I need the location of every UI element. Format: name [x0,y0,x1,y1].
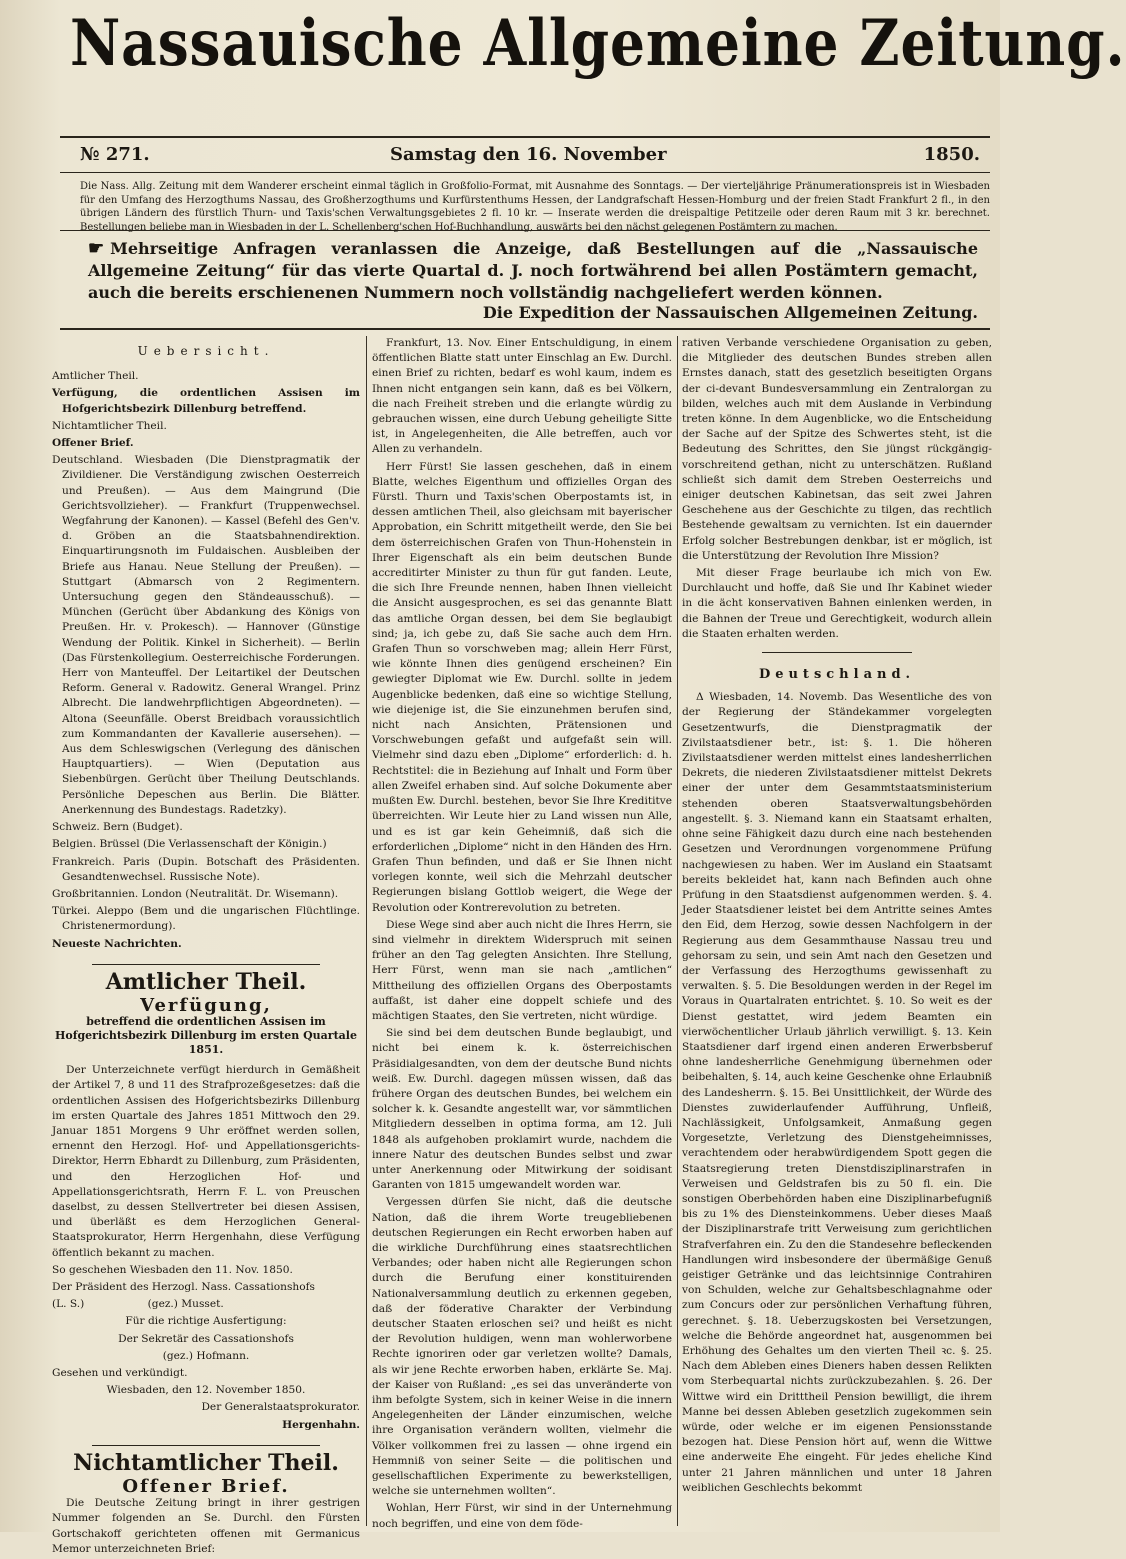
wiesbaden-date-line: Wiesbaden, den 12. November 1850. [106,1384,306,1397]
toc-entry: Belgien. Brüssel (Die Verlassenschaft der Königin.) [52,838,327,851]
praesident-line: Der Präsident des Herzogl. Nass. Cassationshofs [52,1280,315,1293]
article-paragraph: Wohlan, Herr Fürst, wir sind in der Unternehmung noch begriffen, und eine von dem föde- [372,1502,672,1530]
verfuegung-body: Der Unterzeichnete verfügt hierdurch in Gemäßheit der Artikel 7, 8 und 11 des Strafprozeßgesetzes: daß die ordentlichen Assisen des Hofgerichtsbezirks Dillenburg im ersten Quartale des Jahres 1851 Mittwoch den 29. Januar 1851 Morgens 9 Uhr eröffnet werden sollen, ernennt den Herzogl. Hof- und Appellationsgerichts-Direktor, Herrn Ebhardt zu Dillenburg, zum Präsidenten, und den Herzoglichen Hof- und Appellationsgerichtsrath, Herrn F. L. von Preuschen daselbst, zu dessen Stellvertreter bei diesen Assisen, und überläßt es dem Herzoglichen General-Staatsprokurator, Herrn Hergenhahn, diese Verfügung öffentlich bekannt zu machen. [52,1064,360,1259]
section-rule [92,1445,320,1446]
signature-line [52,1297,360,1312]
toc-entry: Neueste Nachrichten. [52,937,182,950]
hergenhahn-signature: Hergenhahn. [282,1418,360,1431]
column-left [52,336,360,1559]
toc-entry: Verfügung, die ordentlichen Assisen im Hofgerichtsbezirk Dillenburg betreffend. [52,387,360,415]
seal-mark: (L. S.) [52,1298,85,1311]
toc-entry: Schweiz. Bern (Budget). [52,821,183,834]
wiesbaden-article: Δ Wiesbaden, 14. Novemb. Das Wesentliche des von der Regierung der Ständekammer vorgelegten Gesetzentwurfs, die Dienstpragmatik der Zivilstaatsdiener betr., ist: §. 1. Die höheren Zivilstaatsdiener werden mittelst eines landesherrlichen Dekrets, die niederen Zivilstaatsdiener mittelst Dekrets einer der unter dem Gesammtstaatsministerium stehenden oberen Staatsverwaltungsbehörden angestellt. §. 3. Niemand kann ein Staatsamt erhalten, ohne seine Fähigkeit dazu durch eine nach bestehenden Gesetzen und Verordnungen vorgenommene Prüfung nachgewiesen zu haben. Wer im Ausland ein Staatsamt bereits bekleidet hat, kann nach Befinden auch ohne Prüfung in den Staatsdienst aufgenommen werden. §. 4. Jeder Staatsdiener leistet bei dem Antritte seines Amtes den Eid, dem Herzog, sowie dessen Nachfolgern in der Regierung aus dem Gesammthause Nassau treu und gehorsam zu sein, und sein Amt nach den Gesetzen und der Verfassung des Herzogthums gewissenhaft zu verwalten. §. 5. Die Besoldungen werden in der Regel im Voraus in Quartalraten entrichtet. §. 10. So weit es der Dienst gestattet, wird jedem Beamten ein vierwöchentlicher Urlaub jährlich verwilligt. §. 13. Kein Staatsdiener darf irgend einen anderen Erwerbsberuf ohne landesherrliche Genehmigung übernehmen oder beibehalten, §. 14, auch keine Geschenke ohne Erlaubniß des Landesherrn. §. 15. Bei Unsittlichkeit, der Würde des Dienstes zuwiderlaufender Aufführung, Unfleiß, Nachlässigkeit, Unfolgsamkeit, Anmaßung gegen Vorgesetzte, Verletzung des Dienstgeheimnisses, verachtendem oder herabwürdigendem Spott gegen die Staatsregierung treten Dienstdisziplinarstrafen in Verweisen und Geldstrafen bis zu 50 fl. ein. Die sonstigen Oberbehörden haben eine Disziplinarbefugniß bis zu 1% des Diensteinkommens. Ueber dieses Maaß der Disziplinarstrafe tritt Verweisung zum gerichtlichen Strafverfahren ein. Zu den die Standesehre befleckenden Handlungen wird insbesondere der übermäßige Genuß geistiger Getränke und das leichtsinnige Contrahiren von Schulden, welche zur Gehaltsbeschlagnahme oder zum Concurs oder zur persönlichen Verhaftung führen, gerechnet. §. 18. Ueberzugskosten bei Versetzungen, welche die Behörde angeordnet hat, ausgenommen bei Erhöhung des Gehaltes um den vierten Theil ꝛc. §. 25. Nach dem Ableben eines Dieners haben dessen Relikten vom Sterbequartal nichts zurückzubezahlen. §. 26. Der Wittwe wird ein Dritttheil Pension bewilligt, die ihrem Manne bei dessen Ableben gesetzlich zugekommen sein würde, oder welche er im eigenen Pensionsstande bezogen hat. Diese Pension hört auf, wenn die Wittwe eine anderweite Ehe eingeht. Für jedes eheliche Kind unter 21 Jahren männlichen und unter 18 Jahren weiblichen Geschlechts bekommt [682,691,992,1494]
dateline-rule [60,172,990,173]
table-of-contents [52,369,360,952]
expedition-notice [88,238,978,324]
column-divider [677,336,678,1526]
notice-text: Mehrseitige Anfragen veranlassen die Anzeige, daß Bestellungen auf die „Nassauische Allgemeine Zeitung“ für das vierte Quartal d. J. noch fortwährend bei allen Postämtern gemacht, auch die bereits erschienenen Nummern noch vollständig nachgeliefert werden können. [88,239,978,302]
section-rule [762,652,912,653]
article-paragraph: Sie sind bei dem deutschen Bunde beglaubigt, und nicht bei einem k. k. österreichischen Präsidialgesandten, von dem der deutsche Bund nichts weiß. Ew. Durchl. dagegen müssen wissen, daß das frühere Organ des deutschen Bundes, bei welchem ein solcher k. k. Gesandte angestellt war, vor sämmtlichen Mitgliedern desselben in optima forma, am 12. Juli 1848 als aufgehoben proklamirt wurde, nachdem die innere Natur des deutschen Bundes selbst und zwar unter Anerkennung oder Mitwirkung der soidisant Garanten von 1815 umgewandelt worden war. [372,1027,672,1192]
brief-intro: Die Deutsche Zeitung bringt in ihrer gestrigen Nummer folgenden an Se. Durchl. den Fürsten Gortschakoff gerichteten offenen mit Germanicus Memor unterzeichneten Brief: [52,1497,360,1555]
subscription-info: Die Nass. Allg. Zeitung mit dem Wanderer erscheint einmal täglich in Großfolio-Format, mit Ausnahme des Sonntags. — Der vierteljährige Pränumerationspreis ist in Wiesbaden für den Umfang des Herzogthums Nassau, des Großherzogthums und Kurfürstenthums Hessen, der Landgrafschaft Hessen-Homburg und der freien Stadt Frankfurt 2 fl., in den übrigen Ländern des fürstlich Thurn- und Taxis'schen Verwaltungsgebietes 2 fl. 10 kr. — Inserate werden die dreispaltige Petitzeile oder deren Raum mit 3 kr. berechnet. Bestellungen beliebe man in Wiesbaden in der L. Schellenberg'schen Hof-Buchhandlung, auswärts bei den nächst gelegenen Postämtern zu machen. [80,181,990,233]
notice-rule [60,328,990,330]
gesehen-line: Gesehen und verkündigt. [52,1366,188,1379]
toc-entry: Frankreich. Paris (Dupin. Botschaft des Präsidenten. Gesandtenwechsel. Russische Note). [52,855,360,883]
subscription-rule [60,230,990,231]
nichtamtlicher-heading: Nichtamtlicher Theil. [73,1449,339,1476]
column-divider [366,336,367,1526]
toc-entry: Türkei. Aleppo (Bem und die ungarischen Flüchtlinge. Christenermordung). [52,905,360,933]
verfuegung-heading: Verfügung, [140,994,272,1016]
article-paragraph: Diese Wege sind aber auch nicht die Ihres Herrn, sie sind vielmehr in direktem Widerspruch mit seinen früher an den Tag gelegten Ansichten. Ihre Stellung, Herr Fürst, wenn man sie nach „amtlichen“ Mittheilung des offiziellen Organs des Oberpostamts auffaßt, ist daher eine doppelt schiefe und des mächtigen Staates, den Sie vertreten, nicht würdige. [372,918,672,1022]
article-paragraph: Mit dieser Frage beurlaube ich mich von Ew. Durchlaucht und hoffe, daß Sie und Ihr Kabinet wieder in die ächt konservativen Bahnen einlenken werden, in die Bahnen der Treue und Gerechtigkeit, wodurch allein die Staaten erhalten werden. [682,567,992,640]
toc-entry: Amtlicher Theil. [52,370,139,383]
hofmann-signature: (gez.) Hofmann. [162,1349,250,1362]
toc-entry: Nichtamtlicher Theil. [52,419,167,432]
column-middle [372,336,672,1534]
notice-signature: Die Expedition der Nassauischen Allgemeinen Zeitung. [482,303,978,322]
toc-entry: Großbritannien. London (Neutralität. Dr. Wisemann). [52,887,339,900]
fuer-richtig-line: Für die richtige Ausfertigung: [125,1315,287,1328]
issue-date: Samstag den 16. November [390,144,667,165]
issue-year: 1850. [923,144,980,165]
generalstaats-line: Der Generalstaatsprokurator. [201,1401,360,1414]
verfuegung-subtitle: betreffend die ordentlichen Assisen im Hofgerichtsbezirk Dillenburg im ersten Quartale 1851. [55,1015,357,1057]
amtlicher-heading: Amtlicher Theil. [105,968,307,995]
uebersicht-heading: Uebersicht. [137,344,275,358]
article-paragraph: rativen Verbande verschiedene Organisation zu geben, die Mitglieder des deutschen Bundes streben allen Ernstes danach, statt des gesetzlich beseitigten Organs der ci-devant Bundesversammlung ein Zentralorgan zu bilden, welches auch mit dem Auslande in Verbindung treten könne. In dem Augenblicke, wo die Entscheidung der Sache auf der Spitze des Schwertes steht, ist die Bedeutung des Schrittes, den Sie jüngst rückgängig-vorschreitend gethan, nicht zu unterschätzen. Rußland schließt sich damit dem Streben Oesterreichs und einiger deutschen Kabinetsan, das seit zwei Jahren Geschehene aus der Geschichte zu tilgen, das rechtlich Bestehende gewaltsam zu vernichten. Ist ein dauernder Erfolg solcher Bestrebungen denkbar, ist er möglich, ist die Unterstützung der Revolution Ihre Mission? [682,337,992,562]
geschehen-line: So geschehen Wiesbaden den 11. Nov. 1850. [52,1263,293,1276]
toc-entry: Deutschland. Wiesbaden (Die Dienstpragmatik der Zivildiener. Die Verständigung zwischen Oesterreich und Preußen). — Aus dem Maingrund (Die Gerichtsvollzieher). — Frankfurt (Truppenwechsel. Wegfahrung der Kanonen). — Kassel (Befehl des Gen'v. d. Gröben an die Staatsbahnendirektion. Einquartirungsnoth im Fuldaischen. Ausbleiben der Briefe aus Hanau. Neue Stellung der Preußen). — Stuttgart (Abmarsch von 2 Regimentern. Untersuchung gegen den Ständeausschuß). — München (Gerücht über Abdankung des Königs von Preußen. Hr. v. Prokesch). — Hannover (Günstige Wendung der Politik. Kinkel in Sicherheit). — Berlin (Das Fürstenkollegium. Oesterreichische Forderungen. Herr von Manteuffel. Der Leitartikel der Deutschen Reform. General v. Radowitz. General Wrangel. Prinz Albrecht. Die landwehrpflichtigen Abgeordneten). — Altona (Seeunfälle. Oberst Breidbach voraussichtlich zum Kommandanten der Kavallerie ausersehen). — Aus dem Schleswigschen (Verlegung des dänischen Hauptquartiers). — Wien (Deputation aus Siebenbürgen. Gerücht über Theilung Deutschlands. Persönliche Depeschen aus Berlin. Die Blätter. Anerkennung des Bundestags. Radetzky). [52,454,360,816]
masthead-rule [60,136,990,138]
article-paragraph: Frankfurt, 13. Nov. Einer Entschuldigung, in einem öffentlichen Blatte statt unter Einschlag an Ew. Durchl. einen Brief zu richten, bedarf es wohl kaum, indem es Ihnen nicht entgangen sein kann, daß es bei Völkern, die nach Freiheit streben und die erlangte würdig zu gebrauchen wissen, eine durch Uebung geheiligte Sitte ist, in Angelegenheiten, die Alle betreffen, auch vor Allen zu verhandeln. [372,337,672,456]
article-paragraph: Herr Fürst! Sie lassen geschehen, daß in einem Blatte, welches Eigenthum und offizielles Organ des Fürstl. Thurn und Taxis'schen Oberpostamts ist, in dessen amtlichen Theil, also gleichsam mit bayerischer Approbation, ein Schritt mitgetheilt werde, den Sie bei dem österreichischen Grafen von Thun-Hohenstein in Ihrer Eigenschaft als ein beim deutschen Bunde accreditirter Minister zu thun für gut fanden. Leute, die sich Ihre Freunde nennen, haben Ihnen vielleicht die Ansicht ausgesprochen, es sei das genannte Blatt das amtliche Organ dessen, bei dem Sie beglaubigt sind; ja, ich gebe zu, daß Sie sache auch dem Hrn. Grafen Thun so vorschweben mag; allein Herr Fürst, wie könnte Ihnen dies genügend erscheinen? Ein gewiegter Diplomat wie Ew. Durchl. sollte in jedem Augenblicke bedenken, daß eine so wichtige Stellung, wie diejenige ist, die Sie einzunehmen berufen sind, nicht nach Ansichten, Prätensionen und Vorschwebungen gefaßt und aufgefaßt sein will. Vielmehr sind dazu eben „Diplome“ erforderlich: d. h. Rechtstitel: die in Beziehung auf Inhalt und Form über allen Zweifel erhaben sind. Auf solche Dokumente aber mußten Ew. Durchl. bestehen, bevor Sie Ihre Kredititve überreichten. Wir Leute hier zu Land wissen nun Alle, und es ist gar kein Geheimniß, daß sich die erforderlichen „Diplome“ nicht in den Händen des Hrn. Grafen Thun befinden, und daß er Sie Ihnen nicht vorlegen konnte, weil sich die Mehrzahl deutscher Regierungen bislang Gottlob weigert, die Wege der Revolution oder Kontrerevolution zu betreten. [372,460,672,914]
section-rule [92,964,320,965]
column-right [682,336,992,1498]
article-paragraph: Vergessen dürfen Sie nicht, daß die deutsche Nation, daß die ihrem Worte treugebliebenen deutschen Regierungen ein Recht erworben haben auf die wirkliche Durchführung eines staatsrechtlichen Verbandes; oder haben nicht alle Regierungen schon durch die Berufung einer konstituirenden Nationalversammlung deutlich zu erkennen gegeben, daß der föderative Charakter der Verbindung deutscher Staaten erloschen sei? und heißt es nicht der Revolution huldigen, wenn man wohlerworbene Rechte ignoriren oder gar verletzen wollte? Damals, als wir jene Rechte erworben haben, erklärte Se. Maj. der Kaiser von Rußland: „es sei das unveränderte von ihm befolgte System, sich in keiner Weise in die innern Angelegenheiten der Länder einzumischen, welche ihre Organisation verändern wollten, vielmehr die Völker vollkommen frei zu lassen — ohne irgend ein Hemmniß von seiner Seite — die politischen und gesellschaftlichen Experimente zu bewerkstelligen, welche sie unternehmen wollten“. [372,1196,672,1498]
masthead-title: Nassauische Allgemeine Zeitung. [70,6,1126,81]
offener-brief-heading: Offener Brief. [122,1476,290,1497]
musset-signature: (gez.) Musset. [147,1298,224,1311]
sekretaer-line: Der Sekretär des Cassationshofs [118,1332,294,1345]
issue-number: № 271. [80,144,150,165]
pointing-hand-icon: ☛ [88,238,105,259]
dateline [60,144,990,170]
toc-entry: Offener Brief. [52,437,134,450]
deutschland-heading: Deutschland. [758,667,916,683]
